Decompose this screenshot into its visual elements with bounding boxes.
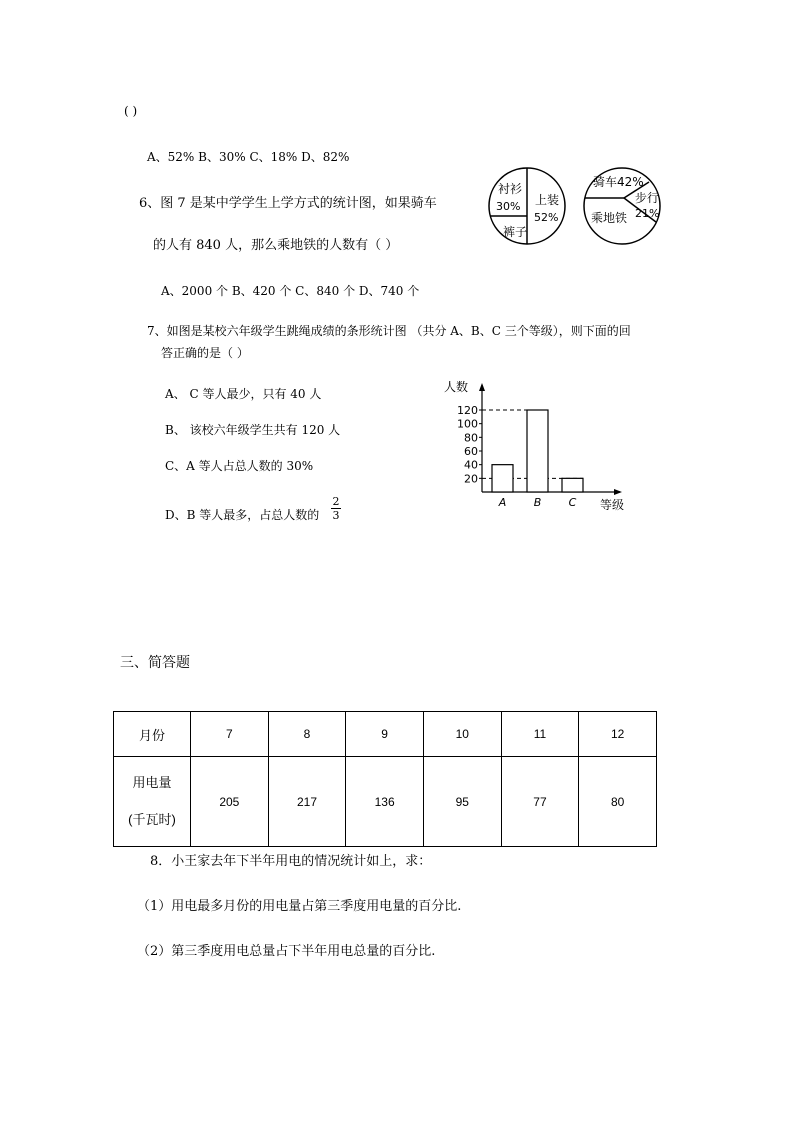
table-usage-cell: 77 [501,757,579,847]
q6-line2: 的人有 840 人，那么乘地铁的人数有（ ） [153,238,399,253]
q7-line2: 答正确的是（ ） [161,346,249,360]
y-tick-label: 120 [457,404,478,417]
fraction-denominator: 3 [332,509,340,522]
y-tick-label: 20 [464,472,478,486]
y-axis-title: 人数 [444,380,469,394]
bar-b [527,410,548,492]
y-axis-arrow [479,383,485,391]
fraction-numerator: 2 [332,495,340,508]
x-tick-label: B [533,496,542,509]
y-tick-label: 100 [457,417,478,431]
q6-line1: 6、图 7 是某中学学生上学方式的统计图，如果骑车 [139,196,437,211]
pie-label-top: 上装 [535,193,560,207]
table-header-row [114,712,657,757]
table-month-cell: 7 [191,712,269,757]
pie-label-shirt: 衬衫 [498,182,523,196]
table-usage-cell: 205 [191,757,269,847]
table-row-label-line2: (千瓦时) [128,812,176,827]
q5-options: A、52% B、30% C、18% D、82% [147,150,350,164]
answer-bracket: ( ) [124,104,138,118]
y-tick-label: 40 [464,458,478,472]
y-tick-label: 80 [464,431,478,445]
q7-line1: 7、如图是某校六年级学生跳绳成绩的条形统计图 （共分 A、B、C 三个等级），则下面的回 [147,324,631,338]
q7-option-a: A、 C 等人最少，只有 40 人 [165,387,322,401]
pie-label-subway: 乘地铁 [591,211,628,225]
table-month-cell: 8 [268,712,346,757]
pie-clothing [489,168,565,244]
table-usage-cell: 80 [579,757,657,847]
table-usage-row [114,757,657,847]
q8-part1: （1）用电最多月份的用电量占第三季度用电量的百分比. [137,899,462,914]
table-month-cell: 11 [501,712,579,757]
q7-option-c: C、A 等人占总人数的 30% [165,459,314,473]
q6-pie-figures [484,164,664,254]
bar-a [492,465,513,492]
pie-label-walk-pct: 21% [635,207,660,220]
table-row-label [114,757,191,847]
y-tick-label: 60 [464,445,478,458]
table-usage-cell: 136 [346,757,424,847]
pie-label-bike: 骑车42% [593,175,644,189]
pie-label-walk: 步行 [635,191,660,205]
table-month-cell: 12 [579,712,657,757]
pie-label-top-pct: 52% [534,211,559,224]
jump-rope-bar-chart [430,375,630,515]
electricity-table [113,711,657,847]
section-heading: 三、简答题 [120,654,190,670]
table-header-label: 月份 [114,712,191,757]
bar-c [562,478,583,492]
x-axis-title: 等级 [600,498,625,512]
table-month-cell: 9 [346,712,424,757]
pie-label-pants: 裤子 [503,225,528,239]
x-axis-arrow [614,489,622,495]
q8-intro: 8．小王家去年下半年用电的情况统计如上，求： [150,854,432,869]
q7-option-d: D、B 等人最多，占总人数的 [165,508,320,522]
table-usage-cell: 217 [268,757,346,847]
fraction-two-thirds [331,496,341,521]
q8-part2: （2）第三季度用电总量占下半年用电总量的百分比. [137,944,436,959]
table-row-label-line1: 用电量 [132,775,172,790]
x-tick-label: C [568,496,577,509]
q7-option-b: B、 该校六年级学生共有 120 人 [165,423,341,437]
q6-options: A、2000 个 B、420 个 C、840 个 D、740 个 [161,284,420,298]
x-tick-label: A [498,496,507,509]
table-usage-cell: 95 [423,757,501,847]
table-month-cell: 10 [423,712,501,757]
pie-label-shirt-pct: 30% [496,200,521,213]
pie-transport [584,168,660,244]
